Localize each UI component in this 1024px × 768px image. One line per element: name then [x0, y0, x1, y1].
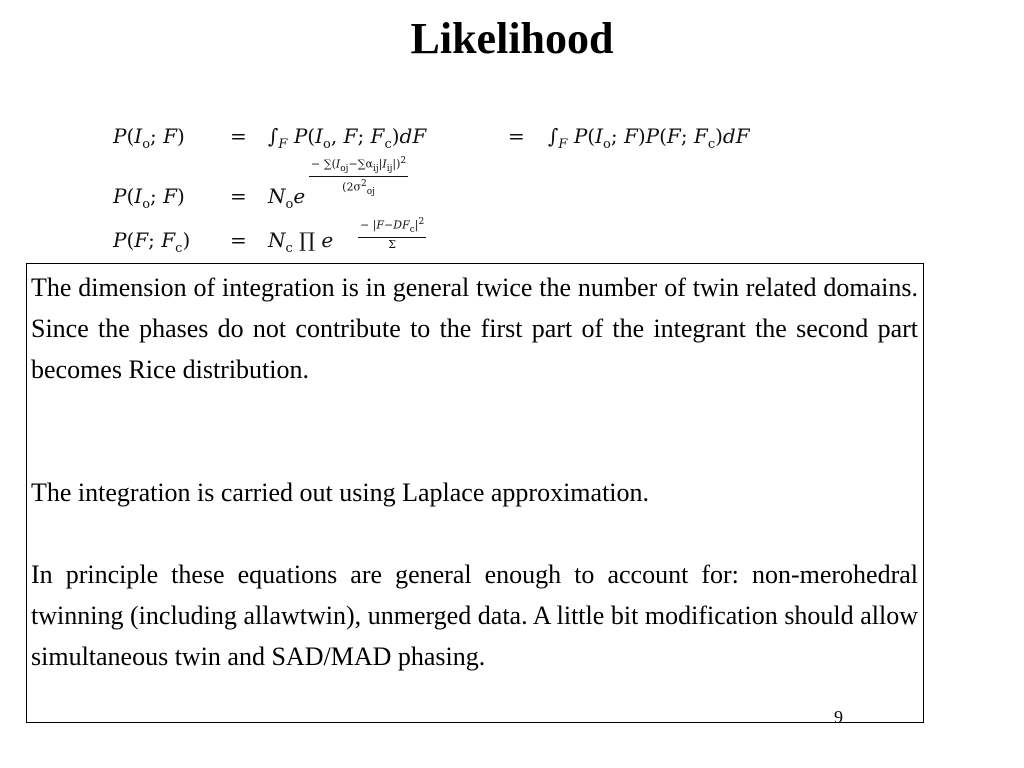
equation-row-3: P(F; $F_c$) = $N_c$ ∏ e − $|F-DF_c|^2$ Σ	[113, 217, 425, 256]
paragraph-laplace: The integration is carried out using Laplace approximation.	[31, 478, 650, 507]
page-number: 9	[834, 707, 843, 727]
paragraph-dimension: The dimension of integration is in general twice the number of twin related domains. Since the phases do not contribute to the first part of the integrant the second part becomes Rice distribution.	[31, 273, 918, 384]
paragraph-principle: In principle these equations are general enough to account for: non-merohedral twinning (including allawtwin), unmerged data. A little bit modification should allow simultaneous twin and SAD/MAD phasing.	[31, 560, 918, 671]
slide-title: Likelihood	[410, 14, 614, 63]
equation-row-1: $P(I_o$; F) = $\int_F$ $P(I_o$, F; $F_c)dF$ = $\int_F$ $P(I_o$; F)P(F; $F_c)dF$	[113, 124, 750, 152]
equation-row-2: $P(I_o$; F) = $N_oe$ − $\sum(I_{oj}-\sum\alpha_{ij}|I_{ij}|)^2$ ($2\sigma^2_{oj}$	[113, 156, 407, 212]
